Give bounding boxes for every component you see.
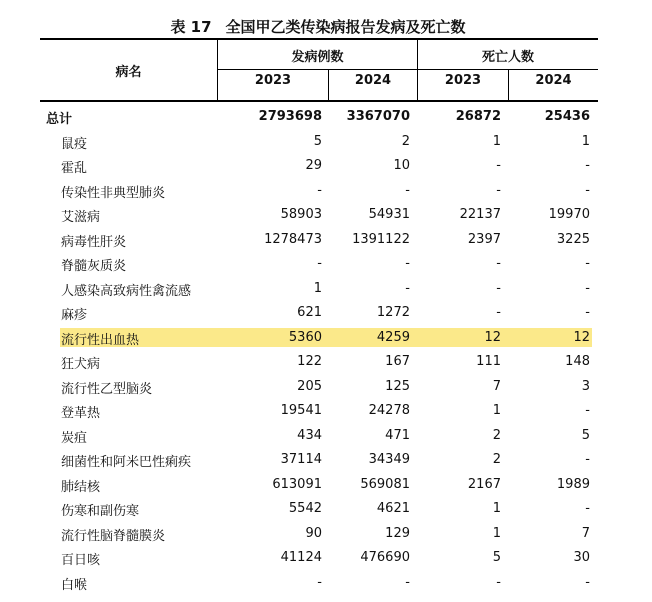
- cell-d2024: -: [585, 281, 590, 296]
- table-row: [0, 327, 652, 351]
- cell-c2023: 1278473: [264, 232, 322, 247]
- cell-d2023: -: [496, 256, 501, 271]
- table-title-text: 全国甲乙类传染病报告发病及死亡数: [225, 18, 466, 36]
- disease-name: 流行性脑脊髓膜炎: [61, 529, 166, 544]
- cell-c2024: -: [405, 256, 410, 271]
- cell-c2024: 24278: [368, 403, 410, 418]
- cell-c2024: 54931: [368, 207, 410, 222]
- table-row: [0, 302, 652, 326]
- table-row: [0, 425, 652, 449]
- table-row: [0, 155, 652, 179]
- header-deaths-2023: 2023: [444, 73, 482, 88]
- cell-d2024: 1: [581, 134, 590, 149]
- cell-c2023: 90: [305, 526, 322, 541]
- cell-d2023: 5: [492, 550, 501, 565]
- cell-d2023: 111: [476, 354, 501, 369]
- cell-d2024: 12: [573, 330, 590, 345]
- cell-c2023: 29: [305, 158, 322, 173]
- disease-name: 总计: [46, 112, 73, 127]
- table-row: [0, 180, 652, 204]
- header-cases-2023: 2023: [254, 73, 292, 88]
- cell-d2024: -: [585, 256, 590, 271]
- cell-c2023: 58903: [280, 207, 322, 222]
- disease-name: 流行性出血热: [61, 333, 140, 348]
- disease-name: 霍乱: [61, 161, 88, 176]
- cell-c2024: 4621: [376, 501, 410, 516]
- cell-d2023: -: [496, 281, 501, 296]
- cell-d2024: -: [585, 501, 590, 516]
- header-deaths: 死亡人数: [481, 50, 534, 65]
- cell-c2023: 19541: [280, 403, 322, 418]
- cell-c2024: 125: [385, 379, 410, 394]
- cell-d2023: 2167: [467, 477, 501, 492]
- cell-d2024: -: [585, 575, 590, 590]
- header-deaths-2024: 2024: [535, 73, 572, 88]
- cell-d2023: 22137: [459, 207, 501, 222]
- header-subrule: [217, 69, 598, 70]
- cell-d2024: 5: [581, 428, 590, 443]
- cell-d2023: 2: [492, 428, 501, 443]
- disease-name: 鼠疫: [61, 137, 88, 152]
- cell-d2023: -: [496, 575, 501, 590]
- cell-c2024: 167: [385, 354, 410, 369]
- cell-c2023: -: [317, 575, 322, 590]
- cell-d2023: 2397: [467, 232, 501, 247]
- table-row: [0, 376, 652, 400]
- cell-c2024: 129: [385, 526, 410, 541]
- cell-c2023: 1: [313, 281, 322, 296]
- cell-c2023: 5542: [288, 501, 322, 516]
- cell-d2024: -: [585, 452, 590, 467]
- cell-c2023: 37114: [280, 452, 322, 467]
- header-cases: 发病例数: [291, 50, 344, 65]
- table-row: [0, 474, 652, 498]
- cell-c2023: 621: [297, 305, 322, 320]
- cell-c2024: -: [405, 281, 410, 296]
- cell-d2024: 25436: [544, 109, 590, 124]
- disease-name: 肺结核: [61, 480, 101, 495]
- cell-d2024: 3225: [556, 232, 590, 247]
- disease-name: 白喉: [61, 578, 88, 593]
- header-disease-name: 病名: [115, 65, 142, 80]
- cell-c2023: 613091: [272, 477, 322, 492]
- cell-d2024: -: [585, 305, 590, 320]
- table-row: [0, 351, 652, 375]
- table-row: [0, 572, 652, 596]
- cell-d2024: 148: [565, 354, 590, 369]
- disease-name: 登革热: [61, 406, 101, 421]
- table-row: [0, 498, 652, 522]
- cell-d2024: -: [585, 403, 590, 418]
- table-row: [0, 106, 652, 130]
- cell-d2023: 1: [492, 526, 501, 541]
- cell-d2024: 1989: [556, 477, 590, 492]
- disease-name: 病毒性肝炎: [61, 235, 127, 250]
- cell-d2023: -: [496, 158, 501, 173]
- disease-name: 细菌性和阿米巴性痢疾: [61, 455, 192, 470]
- cell-c2023: 5: [313, 134, 322, 149]
- table-row: [0, 278, 652, 302]
- table-row: [0, 449, 652, 473]
- disease-name: 麻疹: [61, 308, 88, 323]
- cell-d2023: 1: [492, 403, 501, 418]
- cell-c2024: 34349: [368, 452, 410, 467]
- cell-c2024: 471: [385, 428, 410, 443]
- disease-name: 流行性乙型脑炎: [61, 382, 153, 397]
- cell-d2024: 7: [581, 526, 590, 541]
- cell-d2024: -: [585, 158, 590, 173]
- cell-c2023: 122: [297, 354, 322, 369]
- table-row: [0, 547, 652, 571]
- cell-c2024: 476690: [360, 550, 410, 565]
- cell-d2024: -: [585, 183, 590, 198]
- table-top-rule: [40, 38, 598, 40]
- disease-name: 脊髓灰质炎: [61, 259, 127, 274]
- table-row: [0, 131, 652, 155]
- cell-c2024: 1391122: [352, 232, 410, 247]
- disease-name: 伤寒和副伤寒: [61, 504, 140, 519]
- disease-name: 人感染高致病性禽流感: [61, 284, 192, 299]
- cell-c2023: 434: [297, 428, 322, 443]
- cell-c2024: 569081: [360, 477, 410, 492]
- cell-d2023: 1: [492, 501, 501, 516]
- table-row: [0, 204, 652, 228]
- cell-d2023: 1: [492, 134, 501, 149]
- cell-d2024: 30: [573, 550, 590, 565]
- cell-d2024: 19970: [548, 207, 590, 222]
- cell-d2023: 26872: [455, 109, 501, 124]
- disease-name: 炭疽: [61, 431, 88, 446]
- cell-c2024: 2: [401, 134, 410, 149]
- cell-c2023: 205: [297, 379, 322, 394]
- cell-d2023: -: [496, 183, 501, 198]
- cell-c2024: 4259: [376, 330, 410, 345]
- disease-name: 百日咳: [61, 553, 101, 568]
- cell-c2024: 10: [393, 158, 410, 173]
- disease-name: 传染性非典型肺炎: [61, 186, 166, 201]
- cell-c2023: -: [317, 183, 322, 198]
- cell-c2024: -: [405, 183, 410, 198]
- table-number: 表 17: [170, 18, 212, 36]
- cell-c2023: 2793698: [258, 109, 322, 124]
- cell-d2024: 3: [581, 379, 590, 394]
- header-cases-2024: 2024: [354, 73, 392, 88]
- cell-c2023: 41124: [280, 550, 322, 565]
- table-row: [0, 253, 652, 277]
- cell-c2024: 1272: [376, 305, 410, 320]
- table-row: [0, 400, 652, 424]
- table-row: [0, 229, 652, 253]
- header-bottom-rule: [40, 100, 598, 102]
- disease-name: 艾滋病: [61, 210, 101, 225]
- cell-c2024: -: [405, 575, 410, 590]
- cell-c2023: 5360: [288, 330, 322, 345]
- disease-name: 狂犬病: [61, 357, 101, 372]
- cell-d2023: 2: [492, 452, 501, 467]
- cell-c2023: -: [317, 256, 322, 271]
- table-row: [0, 523, 652, 547]
- cell-d2023: -: [496, 305, 501, 320]
- cell-c2024: 3367070: [346, 109, 410, 124]
- cell-d2023: 12: [484, 330, 501, 345]
- table-title: [0, 16, 636, 37]
- cell-d2023: 7: [492, 379, 501, 394]
